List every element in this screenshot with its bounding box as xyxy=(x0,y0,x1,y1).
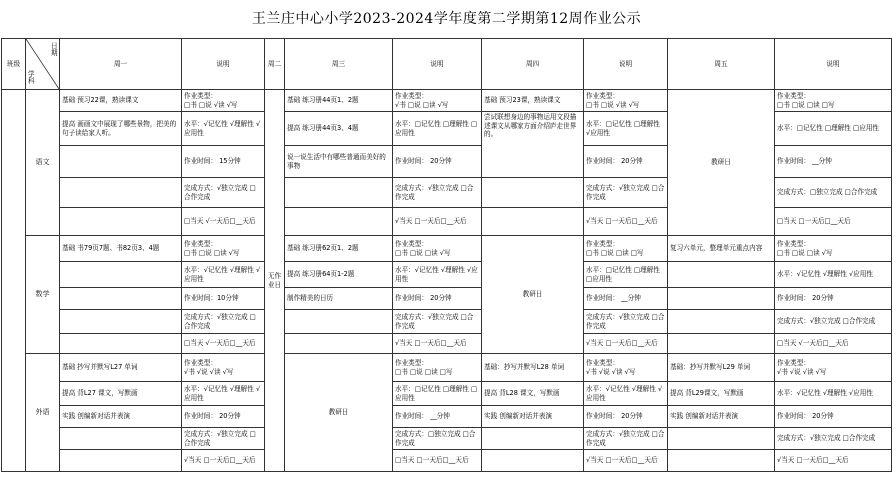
research-day: 教研日 xyxy=(285,354,393,472)
note-cell: √当天 □一天后□__天后 xyxy=(182,450,265,472)
note-cell: 水平：□记忆性 □理解性 □应用性 xyxy=(584,262,668,288)
note-cell: 作业类型： √书 √说 √读 √写 xyxy=(182,354,265,382)
note-cell: □当天 √一天后□__天后 xyxy=(775,334,892,354)
friday-note-header: 说明 xyxy=(775,39,892,90)
table-row xyxy=(2,90,892,112)
homework-table xyxy=(1,38,892,472)
subject-label: 学科 xyxy=(28,70,35,85)
task-cell: 基础：抄写并默写L29 单词 xyxy=(668,354,775,382)
note-cell: 作业时间： 20分钟 xyxy=(393,288,482,310)
note-cell: 水平：√记忆性 √理解性 √应用性 xyxy=(182,382,265,406)
date-label: 日期 xyxy=(51,42,58,57)
note-cell: 作业类型： □书 □说 □读 √写 xyxy=(775,236,892,262)
note-cell: 完成方式：√独立完成 □合作完成 xyxy=(584,178,668,208)
task-cell xyxy=(668,450,775,472)
note-cell: 完成方式：√独立完成 □合作完成 xyxy=(584,310,668,334)
task-cell: 基础 书79页7题、书82页3、4题 xyxy=(60,236,182,262)
note-cell: 作业类型： □书 □说 □读 □写 xyxy=(393,354,482,382)
table-row xyxy=(2,262,892,288)
table-row xyxy=(2,450,892,472)
task-cell: 提高 练习册44页3、4题 xyxy=(285,112,393,146)
note-cell: 水平：√记忆性 √理解性 √应用性 xyxy=(775,262,892,288)
note-cell: 作业类型： □书 □说 □读 □写 xyxy=(775,90,892,112)
task-cell: 基础 练习册44页1、2题 xyxy=(285,90,393,112)
task-cell xyxy=(668,310,775,334)
subject-english: 外语 xyxy=(26,354,60,472)
header-row xyxy=(2,39,892,90)
note-cell: √当天 □一天后□__天后 xyxy=(393,208,482,236)
task-cell xyxy=(285,310,393,334)
note-cell: 作业时间： 20分钟 xyxy=(393,146,482,178)
note-cell: 作业时间： __分钟 xyxy=(584,288,668,310)
task-cell: 复习六单元，整理单元重点内容 xyxy=(668,236,775,262)
task-cell xyxy=(482,178,584,208)
note-cell: 作业时间： __分钟 xyxy=(775,146,892,178)
monday-note-header: 说明 xyxy=(182,39,265,90)
class-header: 班级 xyxy=(2,39,26,90)
subject-math: 数学 xyxy=(26,236,60,354)
note-cell: 作业类型： □书 □说 √读 √写 xyxy=(584,90,668,112)
task-cell xyxy=(285,178,393,208)
task-cell: 基础 预习23课，熟读课文 xyxy=(482,90,584,112)
table-row xyxy=(2,310,892,334)
note-cell: 水平：□记忆性 □理解性 □应用性 xyxy=(393,382,482,406)
note-cell: 作业类型： √书 √说 √读 √写 xyxy=(775,354,892,382)
monday-header: 周一 xyxy=(60,39,182,90)
note-cell: 作业类型： √书 □说 □读 √写 xyxy=(393,90,482,112)
task-cell xyxy=(60,208,182,236)
wednesday-header: 周三 xyxy=(285,39,393,90)
tuesday-header: 周二 xyxy=(265,39,285,90)
note-cell: 完成方式：√独立完成 □合作完成 xyxy=(393,310,482,334)
task-cell xyxy=(60,288,182,310)
note-cell: 作业时间： 20分钟 xyxy=(182,406,265,428)
note-cell: 完成方式：√独立完成 □合作完成 xyxy=(182,310,265,334)
tuesday-no-homework: 无作业日 xyxy=(265,90,285,472)
note-cell: 作业类型： □书 □说 □读 √写 xyxy=(393,236,482,262)
research-day: 教研日 xyxy=(482,236,584,354)
task-cell xyxy=(60,146,182,178)
note-cell: □当天 □一天后□__天后 xyxy=(393,450,482,472)
note-cell: 完成方式：√独立完成 □合作完成 xyxy=(182,178,265,208)
task-cell: 说一说生活中有哪些普通而美好的事物 xyxy=(285,146,393,178)
note-cell: 水平：√记忆性 √理解性 √应用性 xyxy=(182,112,265,146)
note-cell: 作业类型： □书 □说 √读 √写 xyxy=(182,90,265,112)
note-cell: 完成方式：√独立完成 □合作完成 xyxy=(182,428,265,450)
task-cell xyxy=(60,178,182,208)
task-cell: 实践 创编新对话并表演 xyxy=(668,406,775,428)
note-cell: 作业时间： 20分钟 xyxy=(775,288,892,310)
task-cell xyxy=(482,428,584,450)
note-cell: 作业时间： 20分钟 xyxy=(775,406,892,428)
task-cell: 提高 背L28 课文，写默画 xyxy=(482,382,584,406)
task-cell: 实践 创编新对话并表演 xyxy=(60,406,182,428)
task-cell: 尝试联想身边的事物运用文段描述课文从哪家方面介绍庐走世界的。 xyxy=(482,112,584,178)
table-row xyxy=(2,428,892,450)
task-cell: 基础 抄写并默写L27 单词 xyxy=(60,354,182,382)
thursday-header: 周四 xyxy=(482,39,584,90)
task-cell xyxy=(668,288,775,310)
note-cell: □当天 □一天后□__天后 xyxy=(775,208,892,236)
task-cell xyxy=(668,334,775,354)
note-cell: 水平：√记忆性 √理解性 √应用性 xyxy=(775,382,892,406)
subject-chinese: 语文 xyxy=(26,90,60,236)
task-cell: 实践 创编新对话并表演 xyxy=(482,406,584,428)
task-cell: 基础 预习22课，熟读课文 xyxy=(60,90,182,112)
note-cell: 作业时间： 15分钟 xyxy=(182,146,265,178)
table-row xyxy=(2,354,892,382)
task-cell: 提高 背L27 课文，写默画 xyxy=(60,382,182,406)
note-cell: □当天 √一天后□__天后 xyxy=(182,208,265,236)
note-cell: 作业类型： □书 □说 □读 √写 xyxy=(182,236,265,262)
note-cell: √当天 □一天后□__天后 xyxy=(584,334,668,354)
note-cell: 完成方式：√独立完成 □合作完成 xyxy=(393,178,482,208)
task-cell: 基础 练习册62页1、2题 xyxy=(285,236,393,262)
task-cell: 制作精美的日历 xyxy=(285,288,393,310)
note-cell: 完成方式：□独立完成 □合作完成 xyxy=(393,428,482,450)
task-cell xyxy=(60,450,182,472)
note-cell: 水平：√记忆性 √理解性 √应用性 xyxy=(584,382,668,406)
note-cell: 作业时间： __分钟 xyxy=(393,406,482,428)
task-cell xyxy=(60,262,182,288)
note-cell: 作业类型： □书 □说 □读 □写 xyxy=(584,236,668,262)
task-cell xyxy=(60,310,182,334)
research-day: 教研日 xyxy=(668,90,775,236)
table-row xyxy=(2,382,892,406)
note-cell: √当天 □一天后□__天后 xyxy=(584,208,668,236)
note-cell: 水平：□记忆性 □理解性 √应用性 xyxy=(584,112,668,146)
table-row xyxy=(2,288,892,310)
note-cell: √当天 □一天后□__天后 xyxy=(584,450,668,472)
class-cell xyxy=(2,90,26,472)
friday-header: 周五 xyxy=(668,39,775,90)
note-cell: 完成方式：√独立完成 □合作完成 xyxy=(775,428,892,450)
wednesday-note-header: 说明 xyxy=(393,39,482,90)
task-cell: 提高 背L29课文，写默画 xyxy=(668,382,775,406)
task-cell xyxy=(285,208,393,236)
note-cell: 水平：□记忆性 □理解性 □应用性 xyxy=(775,112,892,146)
thursday-note-header: 说明 xyxy=(584,39,668,90)
note-cell: 完成方式：√独立完成 □合作完成 xyxy=(775,310,892,334)
date-subject-header xyxy=(26,39,60,90)
task-cell xyxy=(668,428,775,450)
table-row xyxy=(2,334,892,354)
task-cell xyxy=(60,334,182,354)
task-cell xyxy=(482,208,584,236)
note-cell: √当天 □一天后□__天后 xyxy=(775,450,892,472)
note-cell: √当天 □一天后□__天后 xyxy=(393,334,482,354)
note-cell: 作业时间： 20分钟 xyxy=(584,406,668,428)
note-cell: 水平：√记忆性 √理解性 √应用性 xyxy=(182,262,265,288)
note-cell: 作业类型： √书 √说 √读 √写 xyxy=(584,354,668,382)
task-cell: 基础：抄写并默写L28 单词 xyxy=(482,354,584,382)
task-cell xyxy=(668,262,775,288)
note-cell: 水平：□记忆性 □理解性 □应用性 xyxy=(393,112,482,146)
task-cell xyxy=(60,428,182,450)
task-cell xyxy=(285,334,393,354)
task-cell: 提高 画画文中展现了哪些景物，把美的句子读给家人听。 xyxy=(60,112,182,146)
page-title: 王兰庄中心小学2023-2024学年度第二学期第12周作业公示 xyxy=(251,11,642,27)
note-cell: 完成方式：□独立完成 □合作完成 xyxy=(775,178,892,208)
table-row xyxy=(2,406,892,428)
table-row xyxy=(2,236,892,262)
note-cell: □当天 √一天后□__天后 xyxy=(182,334,265,354)
note-cell: 完成方式：√独立完成 □合作完成 xyxy=(584,428,668,450)
task-cell: 提高 练习册64页1-2题 xyxy=(285,262,393,288)
note-cell: 水平：√记忆性 √理解性 √应用性 xyxy=(393,262,482,288)
note-cell: 作业时间：10分钟 xyxy=(182,288,265,310)
note-cell: 作业时间： 20分钟 xyxy=(584,146,668,178)
task-cell xyxy=(482,450,584,472)
